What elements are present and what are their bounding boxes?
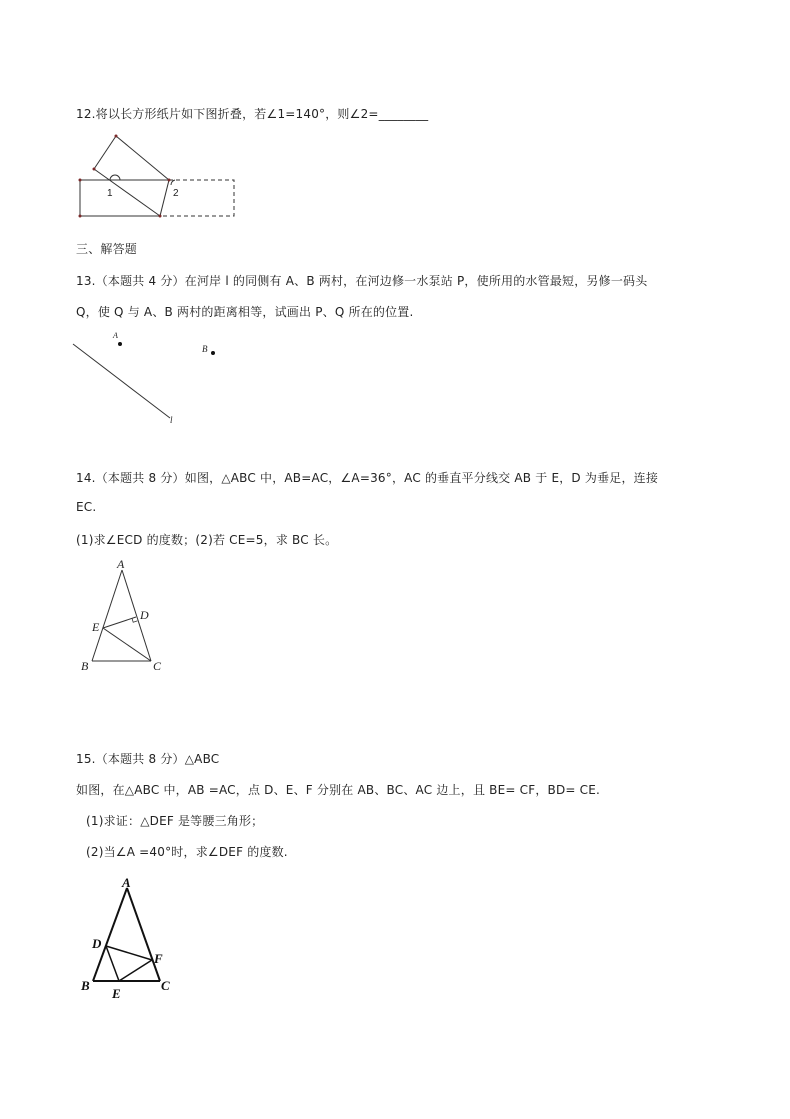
- q12-stem: 12.将以长方形纸片如下图折叠，若∠1=140°，则∠2=: [76, 107, 379, 121]
- segment-ed: [103, 617, 136, 628]
- q15-triangle-figure: [76, 874, 178, 1006]
- right-angle-mark: [132, 618, 137, 622]
- vertex-d-label: D: [92, 936, 102, 951]
- segment-ef: [119, 960, 152, 981]
- q14-line-2: EC.: [76, 500, 97, 514]
- vertex-b-label: B: [81, 978, 90, 993]
- q13-line-2: Q，使 Q 与 A、B 两村的距离相等，试画出 P、Q 所在的位置.: [76, 305, 414, 319]
- vertex-dot: [168, 179, 171, 182]
- segment-df: [106, 946, 152, 960]
- vertex-d-label: D: [140, 608, 149, 622]
- segment-ec: [103, 628, 151, 661]
- vertex-a-label: A: [122, 875, 131, 890]
- village-b-dot: [211, 351, 215, 355]
- river-label: l: [170, 415, 173, 425]
- side-ab: [93, 888, 127, 981]
- vertex-e-label: E: [92, 620, 100, 634]
- q15-line-3: (1)求证：△DEF 是等腰三角形；: [86, 814, 264, 828]
- q15-line-1: 15.（本题共 8 分）△ABC: [76, 752, 220, 766]
- river-bank-line: [73, 344, 170, 418]
- side-ab: [92, 570, 122, 661]
- vertex-dot: [115, 135, 118, 138]
- vertex-c-label: C: [153, 659, 162, 673]
- q13-line-1: 13.（本题共 4 分）在河岸 l 的同侧有 A、B 两村，在河边修一水泵站 P，使所用的水管最短，另修一码头: [76, 274, 648, 288]
- q12-answer-blank[interactable]: ________: [378, 107, 429, 121]
- vertex-f-label: F: [154, 951, 163, 966]
- vertex-dot: [79, 215, 82, 218]
- vertex-b-label: B: [81, 659, 89, 673]
- fold-edge-3: [94, 169, 160, 216]
- village-a-label: A: [113, 331, 118, 340]
- angle-1-label: 1: [107, 188, 113, 199]
- vertex-e-label: E: [112, 986, 121, 1001]
- vertex-dot: [79, 179, 82, 182]
- q15-line-2: 如图，在△ABC 中，AB =AC，点 D、E、F 分别在 AB、BC、AC 边上，且 BE= CF，BD= CE.: [76, 783, 601, 797]
- angle-2-label: 2: [173, 188, 179, 199]
- q15-line-4: (2)当∠A =40°时，求∠DEF 的度数.: [86, 845, 288, 859]
- vertex-dot: [159, 215, 162, 218]
- segment-de: [106, 946, 119, 981]
- vertex-a-label: A: [117, 557, 125, 571]
- fold-edge-1: [94, 136, 116, 169]
- q12-text: [76, 105, 428, 122]
- angle-1-arc: [110, 175, 120, 180]
- vertex-dot: [93, 168, 96, 171]
- village-a-dot: [118, 342, 122, 346]
- vertex-c-label: C: [161, 978, 170, 993]
- q14-line-3: (1)求∠ECD 的度数；(2)若 CE=5，求 BC 长。: [76, 533, 338, 547]
- q13-river-figure: [70, 330, 230, 430]
- angle-2-arc: [171, 180, 175, 185]
- fold-crease: [160, 180, 169, 216]
- q14-triangle-figure: [78, 558, 170, 676]
- dashed-original-strip: [160, 180, 234, 216]
- q14-line-1: 14.（本题共 8 分）如图，△ABC 中，AB=AC，∠A=36°，AC 的垂直平分线交 AB 于 E，D 为垂足，连接: [76, 471, 659, 485]
- village-b-label: B: [202, 344, 208, 354]
- q12-folding-figure: [76, 132, 240, 220]
- section-heading: 三、解答题: [76, 242, 138, 256]
- fold-edge-2: [116, 136, 169, 180]
- side-ac: [127, 888, 160, 981]
